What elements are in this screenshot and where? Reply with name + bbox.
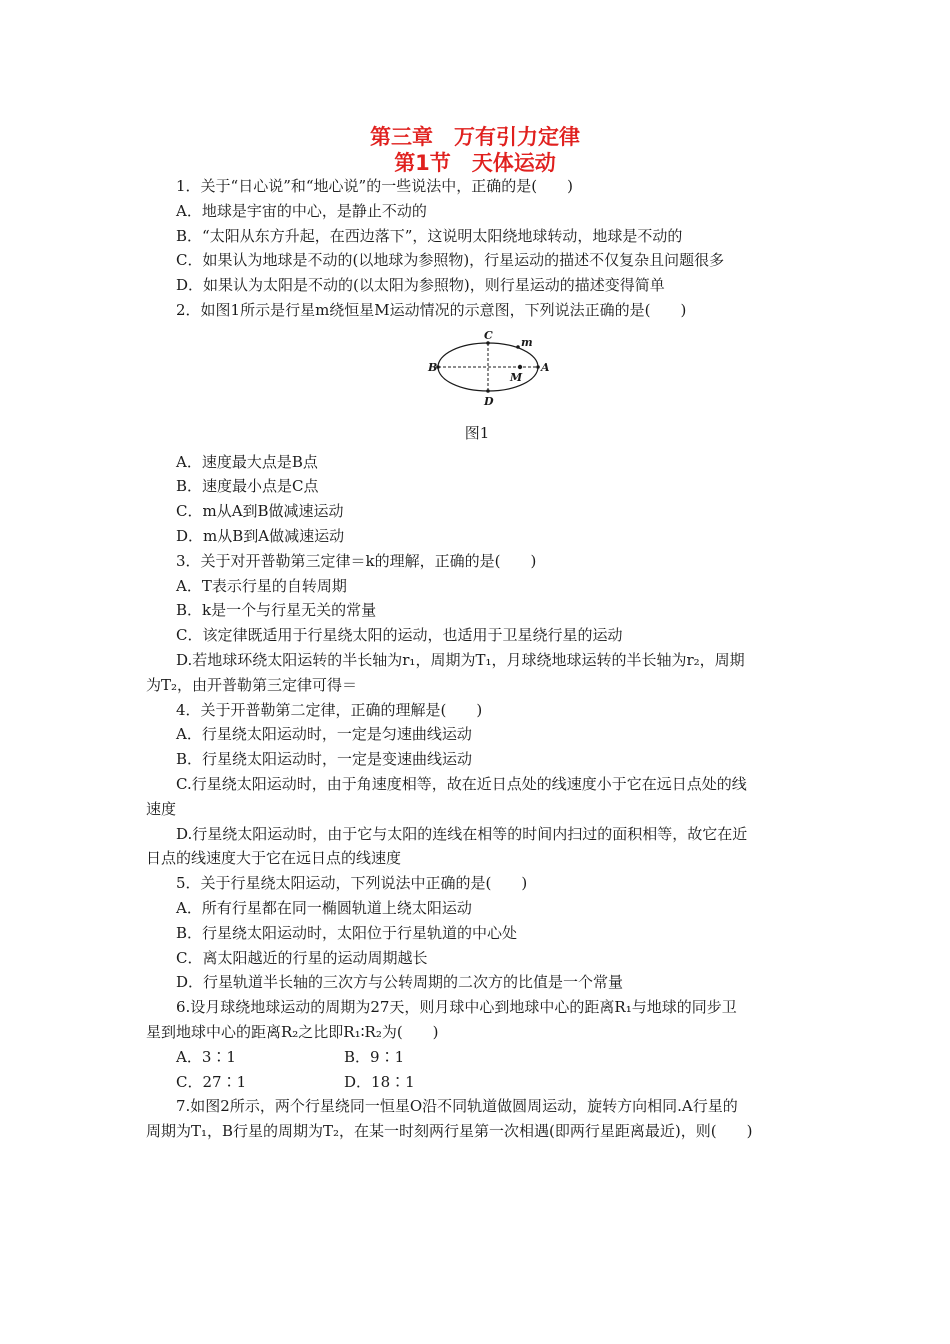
- label-b: B: [428, 360, 438, 374]
- label-a: A: [541, 360, 550, 374]
- q5-option-d: D．行星轨道半长轴的三次方与公转周期的二次方的比值是一个常量: [176, 973, 624, 992]
- q4-option-a: A．行星绕太阳运动时，一定是匀速曲线运动: [176, 725, 472, 744]
- q4-option-b: B．行星绕太阳运动时，一定是变速曲线运动: [176, 750, 473, 769]
- q4-stem: 4．关于开普勒第二定律，正确的理解是( ): [176, 700, 483, 719]
- star-M-dot: [518, 365, 522, 369]
- q2-option-b: B．速度最小点是C点: [176, 477, 319, 496]
- label-d: D: [484, 394, 494, 408]
- q2-option-d: D．m从B到A做减速运动: [176, 526, 345, 545]
- q4-option-d-line2: 日点的线速度大于它在远日点的线速度: [146, 849, 402, 868]
- q3-option-a: A．T表示行星的自转周期: [176, 576, 347, 595]
- planet-m-dot: [516, 345, 520, 349]
- q4-option-c-line1: C.行星绕太阳运动时，由于角速度相等，故在近日点处的线速度小于它在远日点处的线: [176, 774, 747, 793]
- label-m: m: [521, 335, 533, 349]
- q5-option-c: C．离太阳越近的行星的运动周期越长: [176, 948, 428, 967]
- figure-1: [146, 323, 808, 417]
- orbit-ellipse-diagram: [422, 329, 552, 415]
- q5-option-a: A．所有行星都在同一椭圆轨道上绕太阳运动: [176, 898, 472, 917]
- q6-stem-line1: 6.设月球绕地球运动的周期为27天，则月球中心到地球中心的距离R₁与地球的同步卫: [176, 998, 737, 1017]
- q6-options-row2: [146, 1070, 808, 1095]
- q6-stem-line2: 星到地球中心的距离R₂之比即R₁∶R₂为( ): [146, 1022, 439, 1041]
- section-title: 第1节 天体运动: [394, 151, 556, 175]
- q2-option-c: C．m从A到B做减速运动: [176, 502, 344, 521]
- q6-option-d: D．18∶1: [344, 1072, 415, 1091]
- q1-stem: 1．关于“日心说”和“地心说”的一些说法中，正确的是( ): [176, 177, 573, 195]
- label-M: M: [510, 370, 523, 384]
- q2-stem: 2．如图1所示是行星m绕恒星M运动情况的示意图，下列说法正确的是( ): [176, 300, 687, 319]
- q5-option-b: B．行星绕太阳运动时，太阳位于行星轨道的中心处: [176, 923, 518, 942]
- q7-stem-line2: 周期为T₁，B行星的周期为T₂，在某一时刻两行星第一次相遇(即两行星距离最近)，则( ): [146, 1122, 753, 1141]
- point-d-dot: [486, 389, 490, 393]
- point-a-dot: [536, 365, 540, 369]
- chapter-title: 第三章 万有引力定律: [370, 125, 580, 149]
- q1-option-a: A．地球是宇宙的中心，是静止不动的: [176, 201, 427, 220]
- q3-option-d-line1: D.若地球环绕太阳运转的半长轴为r₁，周期为T₁，月球绕地球运转的半长轴为r₂，周期: [176, 650, 745, 669]
- q1-option-c: C．如果认为地球是不动的(以地球为参照物)，行星运动的描述不仅复杂且问题很多: [176, 251, 725, 270]
- q4-option-d-line1: D.行星绕太阳运动时，由于它与太阳的连线在相等的时间内扫过的面积相等，故它在近: [176, 824, 748, 843]
- q7-stem-line1: 7.如图2所示，两个行星绕同一恒星O沿不同轨道做圆周运动，旋转方向相同.A行星的: [176, 1097, 738, 1116]
- label-c: C: [484, 328, 493, 342]
- q6-options-row1: [146, 1045, 808, 1070]
- q5-stem: 5．关于行星绕太阳运动，下列说法中正确的是( ): [176, 874, 528, 893]
- questions: [146, 174, 808, 1144]
- q6-option-c: C．27∶1: [176, 1072, 247, 1091]
- q6-option-b: B．9∶1: [344, 1047, 405, 1066]
- q2-option-a: A．速度最大点是B点: [176, 452, 318, 471]
- q3-option-d-line2: 为T₂，由开普勒第三定律可得＝: [146, 675, 358, 694]
- q4-option-c-line2: 速度: [146, 799, 177, 818]
- q1-option-b: B．“太阳从东方升起，在西边落下”，这说明太阳绕地球转动，地球是不动的: [176, 226, 683, 245]
- figure-1-caption: 图1: [464, 423, 490, 442]
- q3-stem: 3．关于对开普勒第三定律＝k的理解，正确的是( ): [176, 551, 537, 570]
- q3-option-b: B．k是一个与行星无关的常量: [176, 601, 377, 620]
- q3-option-c: C．该定律既适用于行星绕太阳的运动，也适用于卫星绕行星的运动: [176, 626, 623, 645]
- q1-option-d: D．如果认为太阳是不动的(以太阳为参照物)，则行星运动的描述变得简单: [176, 276, 665, 295]
- q6-option-a: A．3∶1: [176, 1047, 236, 1066]
